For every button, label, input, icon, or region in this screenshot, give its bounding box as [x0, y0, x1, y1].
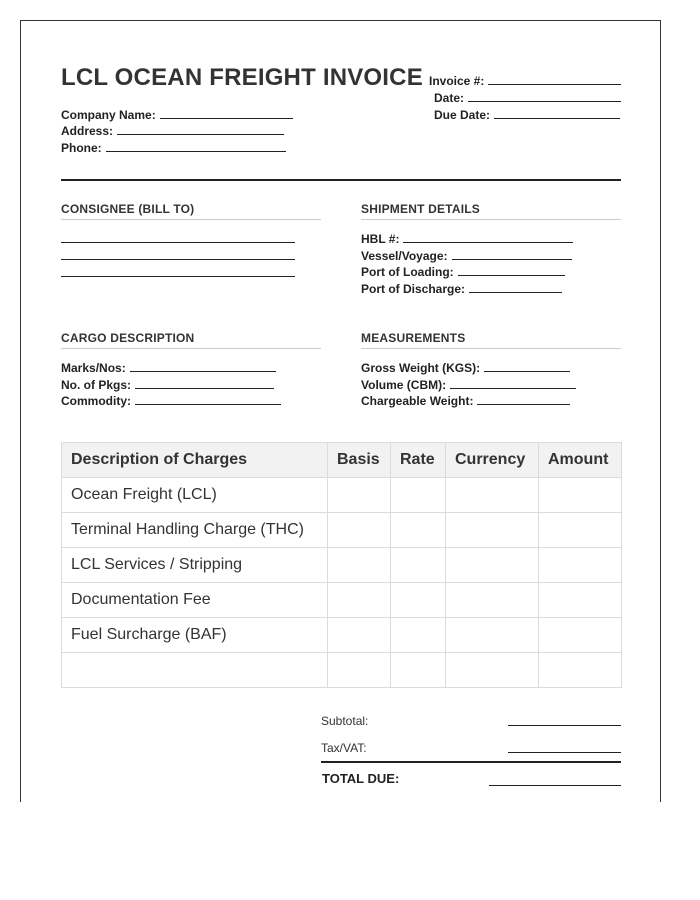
currency-cell[interactable]	[446, 478, 539, 513]
table-row	[62, 618, 622, 653]
pkgs-label: No. of Pkgs:	[61, 378, 132, 392]
phone-blank[interactable]	[106, 142, 286, 152]
vessel-blank[interactable]	[452, 250, 572, 260]
hbl-field[interactable]	[361, 232, 573, 246]
table-row	[62, 513, 622, 548]
charges-header-row	[62, 443, 622, 478]
marks-blank[interactable]	[130, 362, 276, 372]
pkgs-blank[interactable]	[135, 379, 274, 389]
rate-cell[interactable]	[391, 583, 446, 618]
due-date-blank[interactable]	[494, 109, 620, 119]
rate-cell[interactable]	[391, 478, 446, 513]
date-blank[interactable]	[468, 92, 621, 102]
basis-cell[interactable]	[328, 653, 391, 688]
consignee-line-3[interactable]	[61, 276, 295, 277]
consignee-line-2[interactable]	[61, 259, 295, 260]
charge-description: Documentation Fee	[62, 583, 328, 618]
company-name-label: Company Name:	[61, 108, 156, 122]
table-row	[62, 478, 622, 513]
address-label: Address:	[61, 124, 114, 138]
vessel-label: Vessel/Voyage:	[361, 249, 448, 263]
subtotal-label: Subtotal:	[321, 714, 369, 728]
currency-cell[interactable]	[446, 618, 539, 653]
table-row	[62, 583, 622, 618]
amount-cell[interactable]	[539, 548, 622, 583]
commodity-blank[interactable]	[135, 395, 281, 405]
charge-description[interactable]	[62, 653, 328, 688]
gross-weight-blank[interactable]	[484, 362, 570, 372]
total-due-label: TOTAL DUE:	[322, 771, 400, 786]
basis-cell[interactable]	[328, 548, 391, 583]
col-description: Description of Charges	[62, 443, 328, 478]
phone-label: Phone:	[61, 141, 102, 155]
shipment-heading: SHIPMENT DETAILS	[361, 202, 621, 220]
marks-field[interactable]	[61, 361, 276, 375]
volume-blank[interactable]	[450, 379, 576, 389]
invoice-number-label: Invoice #:	[429, 74, 485, 88]
marks-label: Marks/Nos:	[61, 361, 126, 375]
basis-cell[interactable]	[328, 478, 391, 513]
port-loading-label: Port of Loading:	[361, 265, 454, 279]
currency-cell[interactable]	[446, 653, 539, 688]
rate-cell[interactable]	[391, 618, 446, 653]
commodity-label: Commodity:	[61, 394, 131, 408]
cargo-heading: CARGO DESCRIPTION	[61, 331, 321, 349]
charge-description: Ocean Freight (LCL)	[62, 478, 328, 513]
due-date-label: Due Date:	[434, 108, 491, 122]
amount-cell[interactable]	[539, 478, 622, 513]
col-currency: Currency	[446, 443, 539, 478]
address-blank[interactable]	[117, 125, 284, 135]
chargeable-label: Chargeable Weight:	[361, 394, 474, 408]
rate-cell[interactable]	[391, 513, 446, 548]
date-field[interactable]	[434, 91, 621, 105]
col-basis: Basis	[328, 443, 391, 478]
rate-cell[interactable]	[391, 548, 446, 583]
volume-field[interactable]	[361, 378, 576, 392]
invoice-title: LCL OCEAN FREIGHT INVOICE	[61, 64, 423, 91]
charges-table	[61, 442, 622, 688]
currency-cell[interactable]	[446, 513, 539, 548]
amount-cell[interactable]	[539, 618, 622, 653]
port-discharge-field[interactable]	[361, 282, 562, 296]
charge-description: Fuel Surcharge (BAF)	[62, 618, 328, 653]
port-discharge-label: Port of Discharge:	[361, 282, 466, 296]
currency-cell[interactable]	[446, 583, 539, 618]
company-name-field[interactable]	[61, 108, 293, 122]
hbl-label: HBL #:	[361, 232, 400, 246]
charge-description: Terminal Handling Charge (THC)	[62, 513, 328, 548]
commodity-field[interactable]	[61, 394, 281, 408]
consignee-heading: CONSIGNEE (BILL TO)	[61, 202, 321, 220]
charge-description: LCL Services / Stripping	[62, 548, 328, 583]
port-discharge-blank[interactable]	[469, 283, 562, 293]
company-name-blank[interactable]	[160, 109, 293, 119]
table-row	[62, 653, 622, 688]
volume-label: Volume (CBM):	[361, 378, 447, 392]
invoice-number-field[interactable]	[429, 74, 621, 88]
consignee-line-1[interactable]	[61, 242, 295, 243]
gross-weight-field[interactable]	[361, 361, 570, 375]
amount-cell[interactable]	[539, 653, 622, 688]
chargeable-blank[interactable]	[477, 395, 570, 405]
vessel-field[interactable]	[361, 249, 572, 263]
table-row	[62, 548, 622, 583]
subtotal-blank[interactable]	[508, 725, 621, 726]
header-divider	[61, 179, 621, 181]
basis-cell[interactable]	[328, 618, 391, 653]
amount-cell[interactable]	[539, 583, 622, 618]
chargeable-field[interactable]	[361, 394, 570, 408]
measurements-heading: MEASUREMENTS	[361, 331, 621, 349]
pkgs-field[interactable]	[61, 378, 274, 392]
invoice-number-blank[interactable]	[488, 75, 621, 85]
col-rate: Rate	[391, 443, 446, 478]
amount-cell[interactable]	[539, 513, 622, 548]
port-loading-field[interactable]	[361, 265, 565, 279]
hbl-blank[interactable]	[403, 233, 573, 243]
tax-blank[interactable]	[508, 752, 621, 753]
basis-cell[interactable]	[328, 513, 391, 548]
port-loading-blank[interactable]	[458, 266, 565, 276]
date-label: Date:	[434, 91, 465, 105]
total-divider	[321, 761, 621, 763]
basis-cell[interactable]	[328, 583, 391, 618]
gross-weight-label: Gross Weight (KGS):	[361, 361, 481, 375]
col-amount: Amount	[539, 443, 622, 478]
rate-cell[interactable]	[391, 653, 446, 688]
tax-label: Tax/VAT:	[321, 741, 367, 755]
due-date-field[interactable]	[434, 108, 620, 122]
address-field[interactable]	[61, 124, 284, 138]
currency-cell[interactable]	[446, 548, 539, 583]
phone-field[interactable]	[61, 141, 286, 155]
total-due-blank[interactable]	[489, 785, 621, 786]
